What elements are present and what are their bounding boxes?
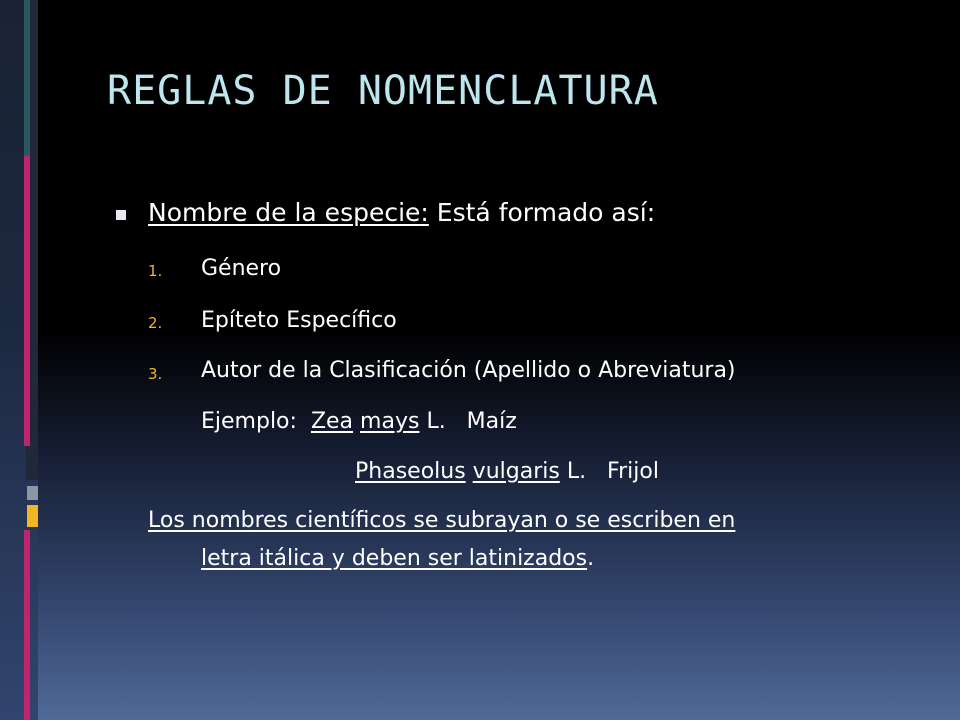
list-number-3: 3.: [148, 365, 163, 383]
square-bullet-icon: [116, 210, 126, 220]
bullet-term: Nombre de la especie: [148, 198, 421, 227]
list-number-2: 2.: [148, 314, 163, 332]
note-period: .: [587, 546, 595, 571]
slide-title: REGLAS DE NOMENCLATURA: [107, 68, 659, 114]
note-line-2: [201, 546, 594, 571]
list-number-1: 1.: [148, 262, 163, 280]
list-item-genero: Género: [201, 256, 282, 281]
list-item-epiteto: Epíteto Específico: [201, 308, 397, 333]
example1-author: L.: [426, 409, 446, 434]
example-phaseolus-vulgaris: [355, 459, 659, 484]
bullet-colon: :: [420, 198, 429, 227]
example1-species: mays: [360, 409, 420, 434]
example2-author: L.: [566, 459, 587, 484]
bullet-rest: Está formado así:: [428, 198, 656, 227]
example-label: Ejemplo:: [201, 409, 297, 434]
main-bullet: [148, 198, 655, 227]
note-line-1-text: Los nombres científicos se subrayan o se escriben en: [148, 508, 736, 533]
note-line-1: [148, 508, 735, 533]
example2-species: vulgaris: [472, 459, 560, 484]
example1-common-name: Maíz: [466, 409, 517, 434]
example-zea-mays: [201, 409, 517, 434]
note-line-2-text: letra itálica y deben ser latinizados: [201, 546, 588, 571]
example2-common-name: Frijol: [607, 459, 659, 484]
example2-genus: Phaseolus: [355, 459, 466, 484]
list-item-autor: Autor de la Clasificación (Apellido o Abreviatura): [201, 358, 736, 383]
example1-genus: Zea: [310, 409, 354, 434]
